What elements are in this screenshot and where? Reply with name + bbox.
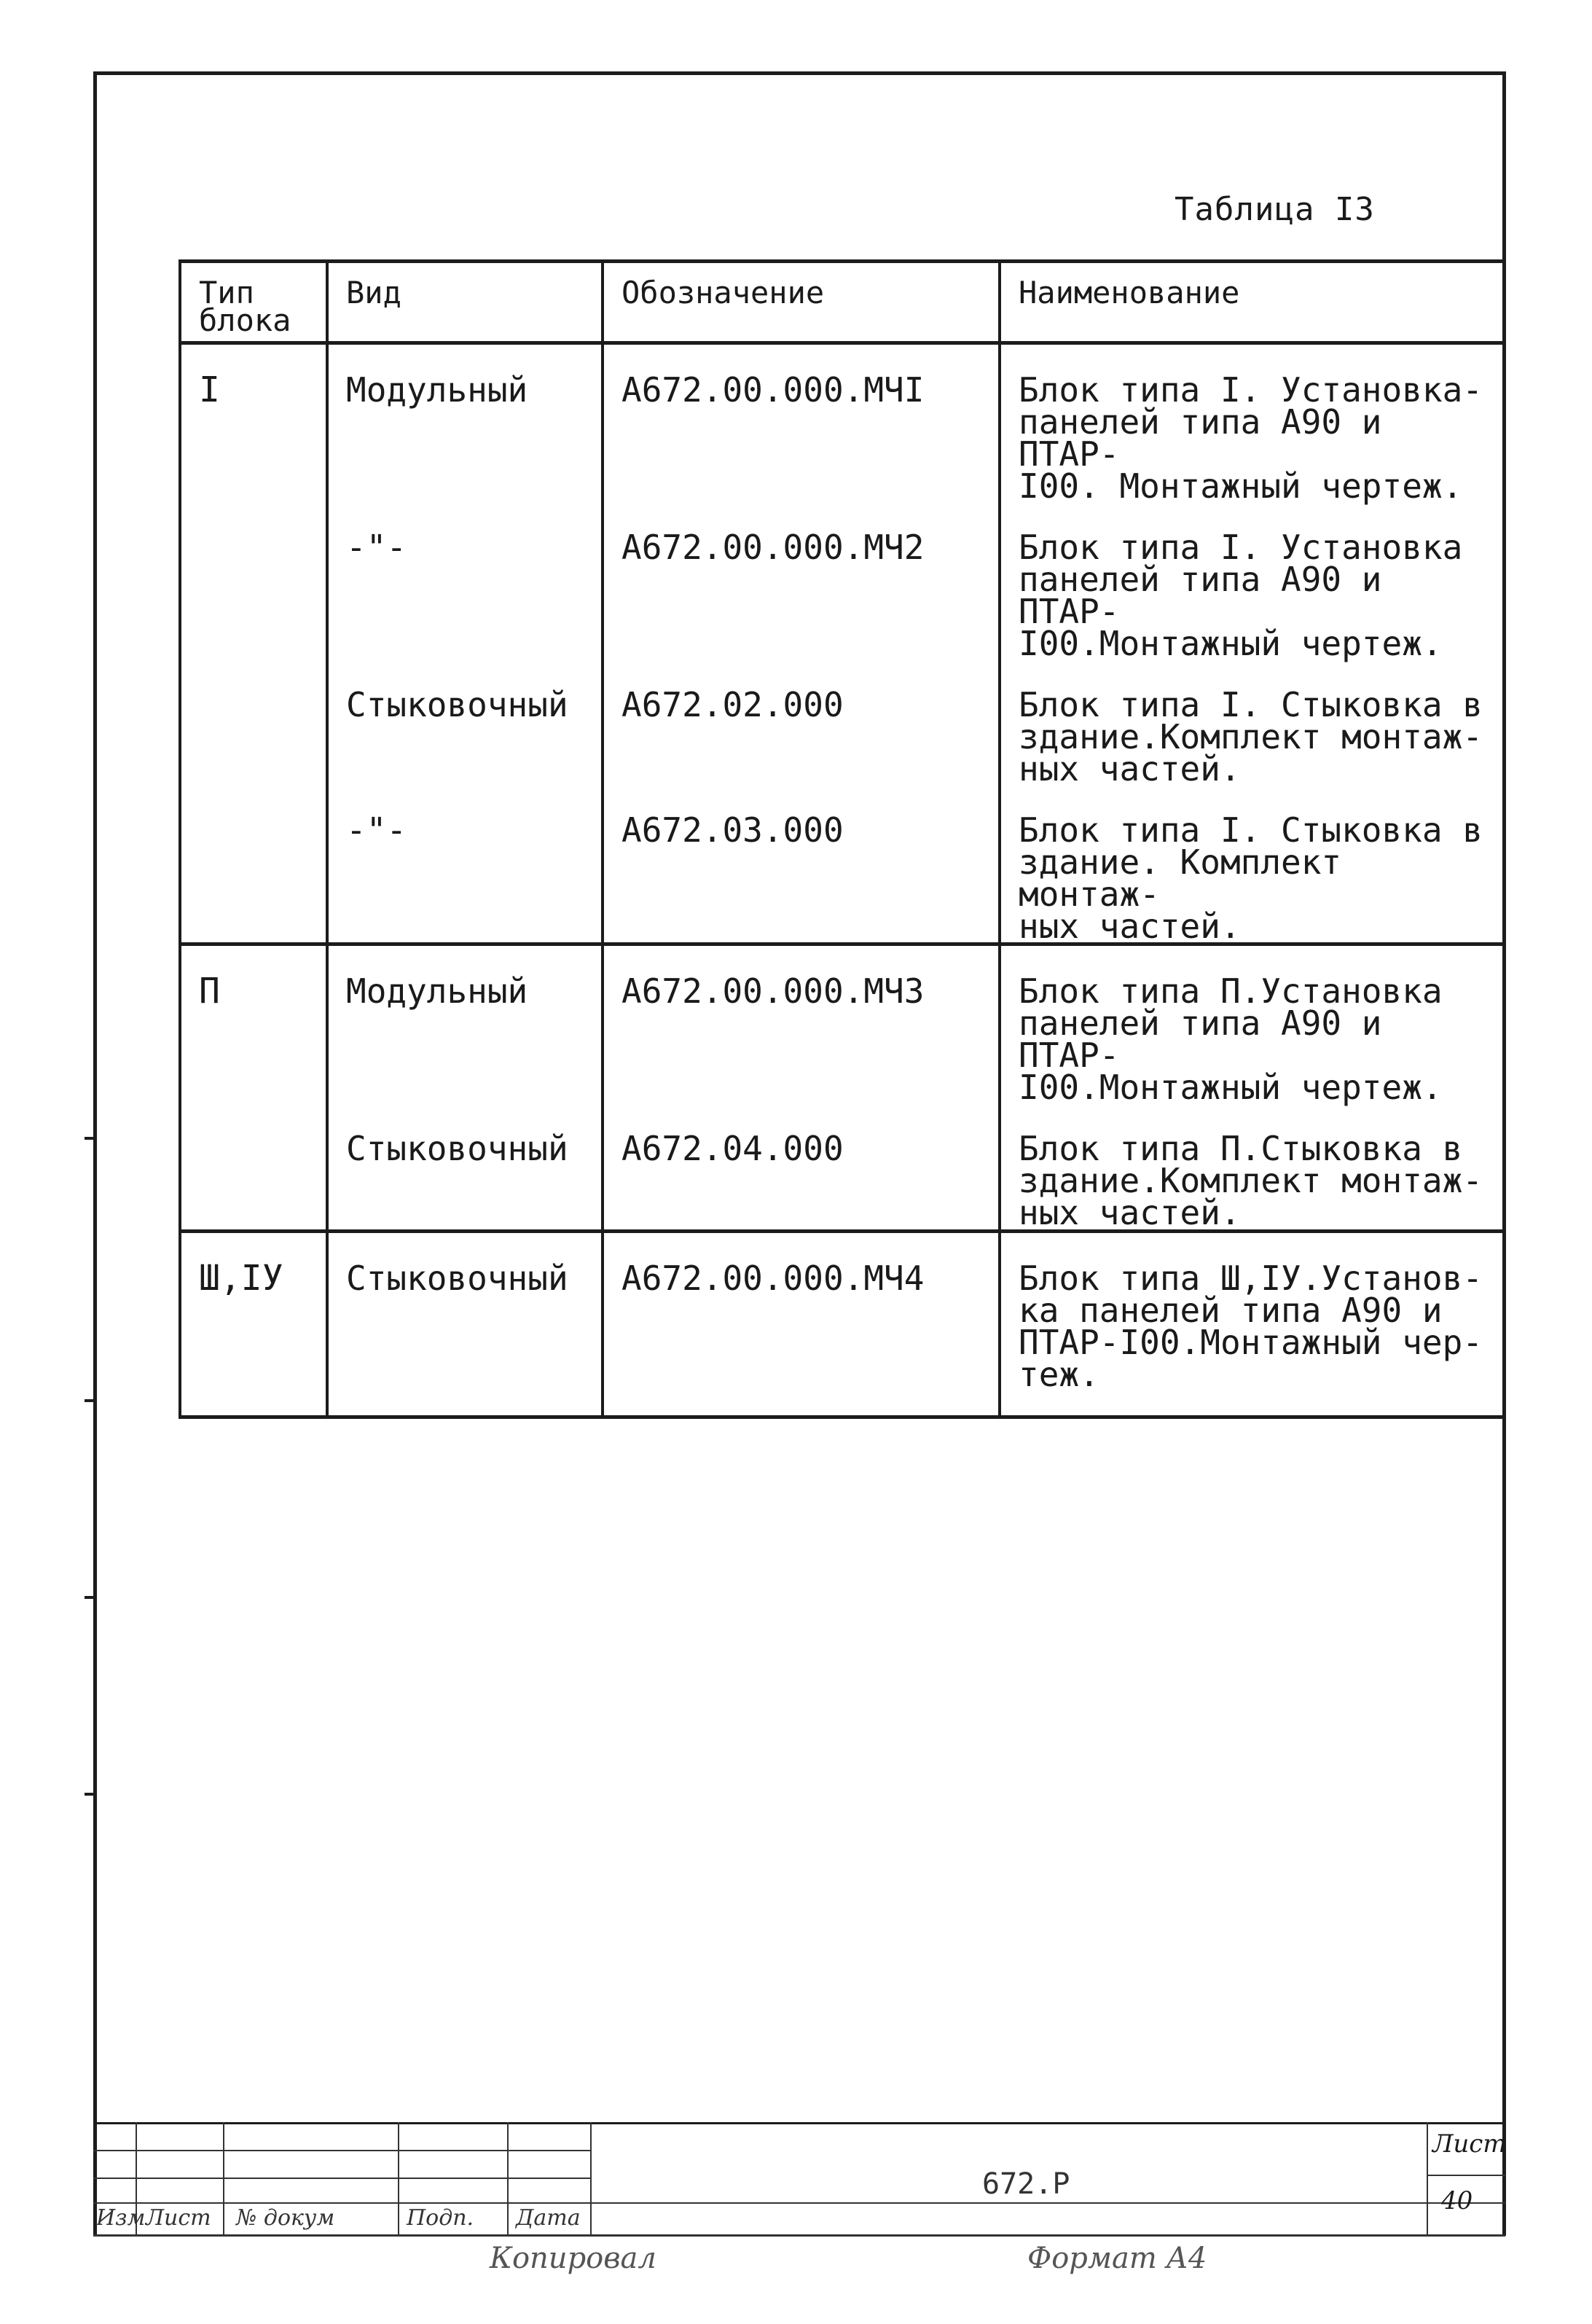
stamp-line bbox=[590, 2122, 592, 2235]
cell-name: Блок типа П.Стыковка в здание.Комплект монтаж- ных частей. bbox=[1000, 1103, 1502, 1231]
stamp-line bbox=[93, 2122, 1505, 2124]
stamp-line bbox=[1427, 2122, 1428, 2235]
group-block-type-1 bbox=[180, 343, 1502, 944]
table-caption: Таблица I3 bbox=[1175, 191, 1375, 228]
cell-designation: А672.00.000.МЧ4 bbox=[603, 1231, 1000, 1417]
cell-designation: А672.04.000 bbox=[603, 1103, 1000, 1231]
table-header-row bbox=[180, 262, 1502, 343]
cell-kind: -"- bbox=[327, 502, 603, 660]
frame-right bbox=[1502, 71, 1506, 2236]
header-name: Наименование bbox=[1000, 262, 1502, 343]
table-row bbox=[180, 502, 1502, 660]
sheet-label: Лист bbox=[1432, 2129, 1507, 2159]
frame-top bbox=[96, 71, 1504, 75]
table-row bbox=[180, 1231, 1502, 1417]
cell-type: I bbox=[180, 343, 327, 503]
header-block-type: Тип блока bbox=[180, 262, 327, 343]
cell-name: Блок типа I. Установка- панелей типа А90 и ПТАР- I00. Монтажный чертеж. bbox=[1000, 343, 1502, 503]
group-block-type-3-4 bbox=[180, 1231, 1502, 1417]
specification-table bbox=[179, 259, 1502, 1419]
stamp-label-change: Изм bbox=[96, 2205, 146, 2231]
cell-name: Блок типа Ш,IУ.Установ- ка панелей типа А90 и ПТАР-I00.Монтажный чер- теж. bbox=[1000, 1231, 1502, 1417]
cell-designation: А672.03.000 bbox=[603, 785, 1000, 944]
table-row bbox=[180, 944, 1502, 1104]
stamp-line bbox=[398, 2122, 399, 2235]
document-code: 672.Р bbox=[982, 2167, 1070, 2201]
group-block-type-2 bbox=[180, 944, 1502, 1232]
cell-name: Блок типа I. Стыковка в здание. Комплект монтаж- ных частей. bbox=[1000, 785, 1502, 944]
cell-type: Ш,IУ bbox=[180, 1231, 327, 1417]
stamp-line bbox=[223, 2122, 224, 2235]
stamp-label-date: Дата bbox=[516, 2205, 581, 2231]
stamp-line bbox=[1427, 2175, 1505, 2176]
stamp-label-document-number: № докум bbox=[236, 2205, 335, 2231]
table-row bbox=[180, 785, 1502, 944]
frame-bottom bbox=[93, 2234, 1505, 2237]
cell-kind: Стыковочный bbox=[327, 1103, 603, 1231]
format-label: Формат А4 bbox=[1027, 2242, 1207, 2275]
cell-kind: Модульный bbox=[327, 343, 603, 503]
cell-type: П bbox=[180, 944, 327, 1104]
cell-type bbox=[180, 785, 327, 944]
cell-kind: Стыковочный bbox=[327, 660, 603, 785]
cell-type bbox=[180, 660, 327, 785]
stamp-line bbox=[93, 2150, 590, 2151]
stamp-label-sheet: Лист bbox=[146, 2205, 211, 2231]
sheet-number: 40 bbox=[1441, 2186, 1473, 2215]
table-row bbox=[180, 1103, 1502, 1231]
cell-designation: А672.02.000 bbox=[603, 660, 1000, 785]
cell-type bbox=[180, 502, 327, 660]
cell-kind: Стыковочный bbox=[327, 1231, 603, 1417]
cell-kind: -"- bbox=[327, 785, 603, 944]
cell-name: Блок типа I. Стыковка в здание.Комплект монтаж- ных частей. bbox=[1000, 660, 1502, 785]
stamp-line bbox=[93, 2202, 1505, 2204]
cell-designation: А672.00.000.МЧ3 bbox=[603, 944, 1000, 1104]
header-kind: Вид bbox=[327, 262, 603, 343]
stamp-line bbox=[507, 2122, 509, 2235]
cell-kind: Модульный bbox=[327, 944, 603, 1104]
title-block-stamp bbox=[93, 2122, 1505, 2235]
copied-by-label: Копировал bbox=[490, 2242, 656, 2275]
stamp-line bbox=[93, 2178, 590, 2179]
frame-left bbox=[93, 71, 97, 2236]
cell-designation: А672.00.000.МЧI bbox=[603, 343, 1000, 503]
table-row bbox=[180, 660, 1502, 785]
stamp-label-signature: Подп. bbox=[407, 2205, 474, 2231]
cell-type bbox=[180, 1103, 327, 1231]
header-designation: Обозначение bbox=[603, 262, 1000, 343]
cell-name: Блок типа I. Установка панелей типа А90 и ПТАР- I00.Монтажный чертеж. bbox=[1000, 502, 1502, 660]
table-row bbox=[180, 343, 1502, 503]
cell-designation: А672.00.000.МЧ2 bbox=[603, 502, 1000, 660]
cell-name: Блок типа П.Установка панелей типа А90 и ПТАР- I00.Монтажный чертеж. bbox=[1000, 944, 1502, 1104]
